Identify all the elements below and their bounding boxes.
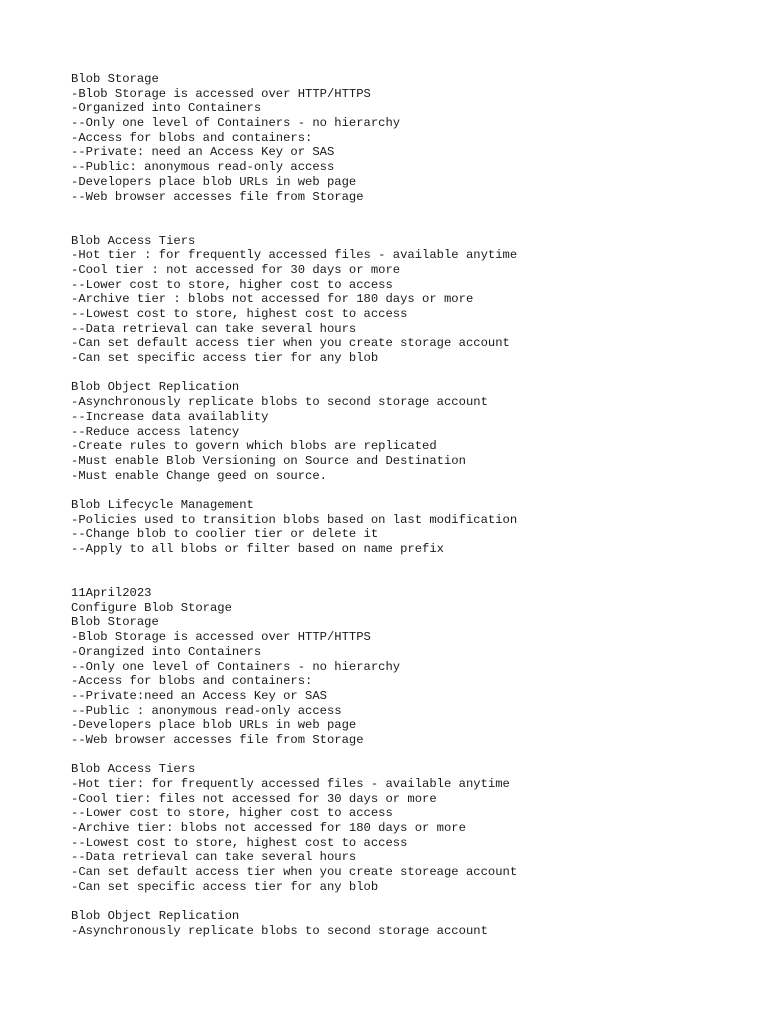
document-line: Blob Access Tiers xyxy=(71,762,196,777)
document-line xyxy=(71,748,751,763)
document-line: -Cool tier: files not accessed for 30 days or more xyxy=(71,791,437,806)
document-line: --Private: need an Access Key or SAS xyxy=(71,145,335,160)
document-line: --Change blob to coolier tier or delete it xyxy=(71,527,379,542)
document-line xyxy=(71,557,751,572)
document-line: -Hot tier : for frequently accessed files - available anytime xyxy=(71,248,518,263)
document-line: -Can set default access tier when you create storage account xyxy=(71,336,510,351)
document-line: Blob Storage xyxy=(71,615,159,630)
document-line: --Lower cost to store, higher cost to access xyxy=(71,806,393,821)
document-line: -Can set specific access tier for any blob xyxy=(71,351,379,366)
document-line: -Asynchronously replicate blobs to second storage account xyxy=(71,395,488,410)
document-line: --Lower cost to store, higher cost to access xyxy=(71,277,393,292)
document-line xyxy=(71,895,751,910)
document-line: --Lowest cost to store, highest cost to access xyxy=(71,307,408,321)
document-line: --Apply to all blobs or filter based on name prefix xyxy=(71,542,444,556)
document-line: -Orangized into Containers xyxy=(71,644,262,659)
document-line: -Create rules to govern which blobs are replicated xyxy=(71,439,437,454)
document-line: --Only one level of Containers - no hierarchy xyxy=(71,659,401,674)
document-line: -Access for blobs and containers: xyxy=(71,130,313,145)
document-line: -Developers place blob URLs in web page xyxy=(71,174,357,189)
document-line: --Public : anonymous read-only access xyxy=(71,703,342,718)
document-line xyxy=(71,204,751,219)
document-line: -Blob Storage is accessed over HTTP/HTTPS xyxy=(71,86,371,101)
document-line: 11April2023 xyxy=(71,586,152,601)
document-line: -Blob Storage is accessed over HTTP/HTTPS xyxy=(71,630,371,645)
document-line: Blob Access Tiers xyxy=(71,233,196,248)
document-line: -Hot tier: for frequently accessed files - available anytime xyxy=(71,777,510,791)
document-line: -Archive tier : blobs not accessed for 180 days or more xyxy=(71,292,474,307)
document-line: Configure Blob Storage xyxy=(71,600,232,615)
document-line: --Web browser accesses file from Storage xyxy=(71,732,364,747)
document-line: --Reduce access latency xyxy=(71,424,240,439)
document-line xyxy=(71,571,751,586)
document-page xyxy=(71,72,751,939)
document-line: -Policies used to transition blobs based on last modification xyxy=(71,512,518,527)
document-line: -Access for blobs and containers: xyxy=(71,674,313,689)
document-line: Blob Object Replication xyxy=(71,380,240,395)
document-line: --Data retrieval can take several hours xyxy=(71,850,357,865)
document-line: Blob Storage xyxy=(71,72,159,86)
document-line: -Must enable Blob Versioning on Source and Destination xyxy=(71,453,466,468)
document-line: Blob Lifecycle Management xyxy=(71,497,254,512)
document-line: --Private:need an Access Key or SAS xyxy=(71,688,327,703)
document-line xyxy=(71,219,751,234)
document-line: -Must enable Change geed on source. xyxy=(71,468,327,483)
document-line: -Can set default access tier when you create storeage account xyxy=(71,865,518,880)
document-line: --Lowest cost to store, highest cost to access xyxy=(71,835,408,850)
document-line: -Archive tier: blobs not accessed for 180 days or more xyxy=(71,821,466,836)
document-line xyxy=(71,366,751,381)
document-line: --Public: anonymous read-only access xyxy=(71,160,335,175)
document-line: -Asynchronously replicate blobs to second storage account xyxy=(71,923,488,938)
document-line: --Data retrieval can take several hours xyxy=(71,321,357,336)
document-line: -Cool tier : not accessed for 30 days or more xyxy=(71,262,401,277)
document-line: Blob Object Replication xyxy=(71,909,240,924)
document-line: --Web browser accesses file from Storage xyxy=(71,189,364,204)
document-line: -Can set specific access tier for any blob xyxy=(71,879,379,894)
document-line: --Increase data availablity xyxy=(71,409,269,424)
document-line: -Organized into Containers xyxy=(71,101,262,116)
document-line: --Only one level of Containers - no hierarchy xyxy=(71,116,401,131)
document-line xyxy=(71,483,751,498)
document-line: -Developers place blob URLs in web page xyxy=(71,718,357,733)
